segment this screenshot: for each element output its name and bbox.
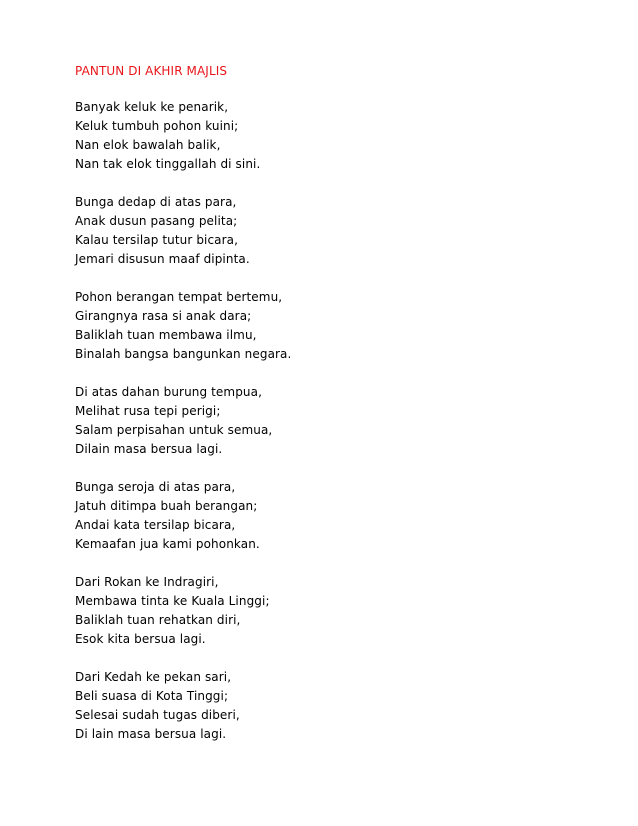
stanza-5	[75, 478, 291, 554]
poem-line: Baliklah tuan rehatkan diri,	[75, 613, 241, 627]
poem-line: Esok kita bersua lagi.	[75, 632, 206, 646]
stanza-2	[75, 193, 291, 269]
stanza-3	[75, 288, 291, 364]
poem-line: Jemari disusun maaf dipinta.	[75, 252, 250, 266]
poem-line: Dari Rokan ke Indragiri,	[75, 575, 219, 589]
poem-line: Bunga seroja di atas para,	[75, 480, 236, 494]
poem-line: Jatuh ditimpa buah berangan;	[75, 499, 258, 513]
poem-line: Beli suasa di Kota Tinggi;	[75, 689, 229, 703]
poem-line: Melihat rusa tepi perigi;	[75, 404, 221, 418]
poem-line: Kalau tersilap tutur bicara,	[75, 233, 239, 247]
poem-line: Girangnya rasa si anak dara;	[75, 309, 252, 323]
poem-line: Kemaafan jua kami pohonkan.	[75, 537, 260, 551]
poem-line: Di atas dahan burung tempua,	[75, 385, 262, 399]
poem-line: Binalah bangsa bangunkan negara.	[75, 347, 292, 361]
poem-line: Bunga dedap di atas para,	[75, 195, 237, 209]
poem-line: Dilain masa bersua lagi.	[75, 442, 223, 456]
poem-line: Banyak keluk ke penarik,	[75, 100, 229, 114]
poem-body	[75, 98, 291, 763]
stanza-4	[75, 383, 291, 459]
poem-line: Keluk tumbuh pohon kuini;	[75, 119, 239, 133]
poem-line: Andai kata tersilap bicara,	[75, 518, 236, 532]
poem-line: Baliklah tuan membawa ilmu,	[75, 328, 257, 342]
poem-line: Di lain masa bersua lagi.	[75, 727, 227, 741]
stanza-7	[75, 668, 291, 744]
document-title: PANTUN DI AKHIR MAJLIS	[75, 64, 228, 78]
poem-line: Membawa tinta ke Kuala Linggi;	[75, 594, 270, 608]
stanza-6	[75, 573, 291, 649]
poem-line: Anak dusun pasang pelita;	[75, 214, 238, 228]
poem-line: Selesai sudah tugas diberi,	[75, 708, 240, 722]
poem-line: Nan elok bawalah balik,	[75, 138, 221, 152]
poem-line: Dari Kedah ke pekan sari,	[75, 670, 232, 684]
poem-line: Nan tak elok tinggallah di sini.	[75, 157, 261, 171]
poem-line: Pohon berangan tempat bertemu,	[75, 290, 283, 304]
stanza-1	[75, 98, 291, 174]
poem-line: Salam perpisahan untuk semua,	[75, 423, 273, 437]
